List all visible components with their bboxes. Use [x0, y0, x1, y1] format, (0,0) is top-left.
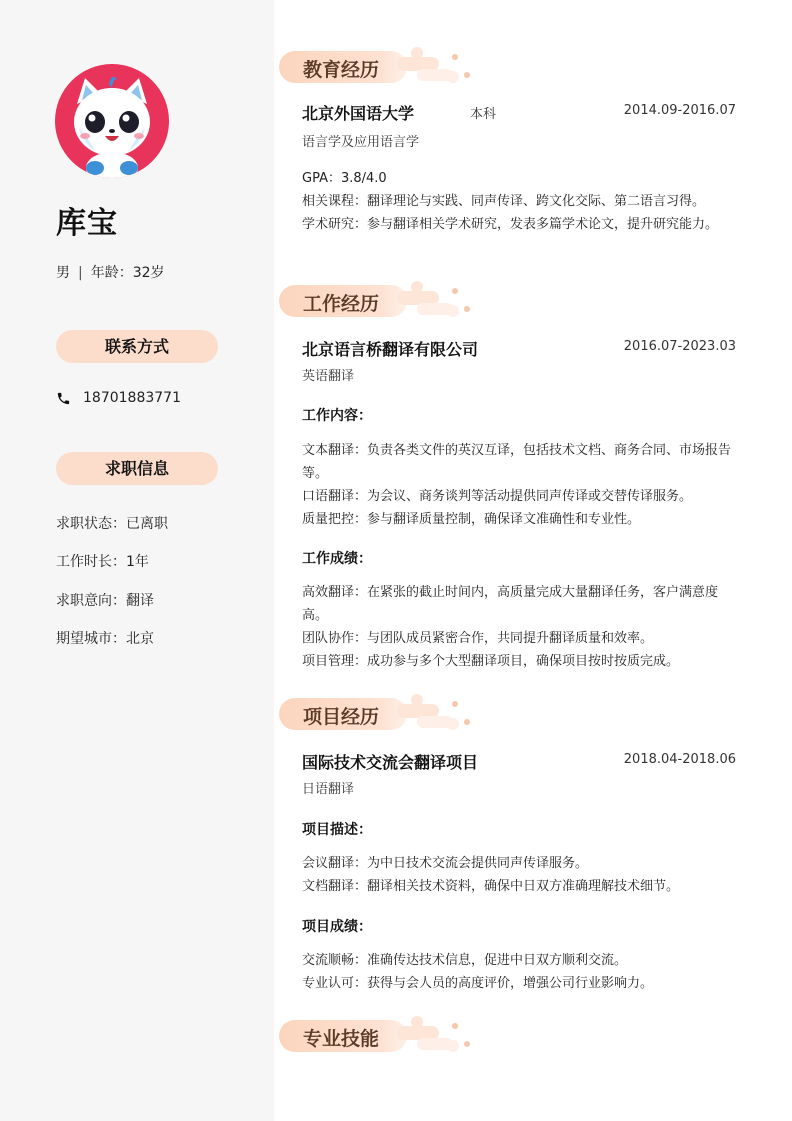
- avatar: [55, 64, 169, 178]
- project-results: [302, 949, 738, 995]
- project-desc-label: 项目描述：: [302, 822, 372, 838]
- separator: |: [78, 265, 83, 281]
- school-name: 北京外国语大学: [302, 104, 415, 123]
- job-target: 求职意向：翻译: [56, 593, 154, 609]
- gender: 男: [56, 265, 70, 281]
- gpa: GPA：3.8/4.0: [302, 171, 387, 186]
- expected-city: 期望城市：北京: [56, 631, 154, 647]
- project-role: 日语翻译: [302, 782, 355, 797]
- basic-info: [56, 262, 165, 282]
- decorative-cloud-icon: [397, 277, 477, 323]
- section-title: 工作经历: [303, 293, 380, 315]
- section-header-project: [279, 698, 479, 734]
- job-status: 求职状态：已离职: [56, 516, 168, 532]
- work-role: 英语翻译: [302, 369, 355, 384]
- project-results-label: 项目成绩：: [302, 919, 372, 935]
- project-result-item: 交流顺畅：准确传达技术信息，促进中日双方顺利交流。: [302, 953, 628, 968]
- work-result-item: 高效翻译：在紧张的截止时间内，高质量完成大量翻译任务，客户满意度高。: [302, 585, 719, 623]
- work-duration: 工作时长：1年: [56, 554, 149, 570]
- section-header-education: [279, 51, 479, 87]
- work-result-item: 项目管理：成功参与多个大型翻译项目，确保项目按时按质完成。: [302, 654, 680, 669]
- age: 年龄：32岁: [90, 265, 165, 281]
- section-title: 专业技能: [303, 1028, 380, 1050]
- sidebar: [0, 0, 274, 1121]
- project-desc-item: 文档翻译：翻译相关技术资料，确保中日双方准确理解技术细节。: [302, 879, 680, 894]
- work-content-label: 工作内容：: [302, 408, 372, 424]
- cat-mascot-icon: [55, 64, 169, 178]
- project-desc-item: 会议翻译：为中日技术交流会提供同声传译服务。: [302, 856, 589, 871]
- section-title: 项目经历: [303, 706, 380, 728]
- project-name: 国际技术交流会翻译项目: [302, 753, 479, 772]
- decorative-cloud-icon: [397, 43, 477, 89]
- work-content-item: 口语翻译：为会议、商务谈判等活动提供同声传译或交替传译服务。: [302, 489, 693, 504]
- work-content: [302, 439, 738, 531]
- section-header-work: [279, 285, 479, 321]
- candidate-name: 库宝: [56, 206, 118, 241]
- work-results: [302, 581, 738, 673]
- project-desc: [302, 852, 738, 898]
- education-details: [302, 167, 738, 236]
- phone-number: 18701883771: [83, 390, 181, 406]
- section-title: 教育经历: [303, 59, 380, 81]
- major: 语言学及应用语言学: [302, 135, 420, 150]
- project-result-item: 专业认可：获得与会人员的高度评价，增强公司行业影响力。: [302, 976, 654, 991]
- phone-icon: [56, 391, 71, 406]
- education-date: 2014.09-2016.07: [623, 103, 736, 118]
- company-name: 北京语言桥翻译有限公司: [302, 340, 479, 359]
- job-intent-heading: 求职信息: [56, 452, 218, 485]
- work-content-item: 质量把控：参与翻译质量控制，确保译文准确性和专业性。: [302, 512, 641, 527]
- degree: 本科: [470, 107, 497, 122]
- courses: 相关课程：翻译理论与实践、同声传译、跨文化交际、第二语言习得。: [302, 194, 706, 209]
- phone-row: [56, 390, 181, 406]
- work-date: 2016.07-2023.03: [623, 339, 736, 354]
- work-result-item: 团队协作：与团队成员紧密合作，共同提升翻译质量和效率。: [302, 631, 654, 646]
- project-date: 2018.04-2018.06: [623, 752, 736, 767]
- work-results-label: 工作成绩：: [302, 551, 372, 567]
- decorative-cloud-icon: [397, 1012, 477, 1058]
- work-content-item: 文本翻译：负责各类文件的英汉互译，包括技术文档、商务合同、市场报告等。: [302, 443, 732, 481]
- section-header-skills: [279, 1020, 479, 1056]
- decorative-cloud-icon: [397, 690, 477, 736]
- research: 学术研究：参与翻译相关学术研究，发表多篇学术论文，提升研究能力。: [302, 217, 719, 232]
- contact-heading: 联系方式: [56, 330, 218, 363]
